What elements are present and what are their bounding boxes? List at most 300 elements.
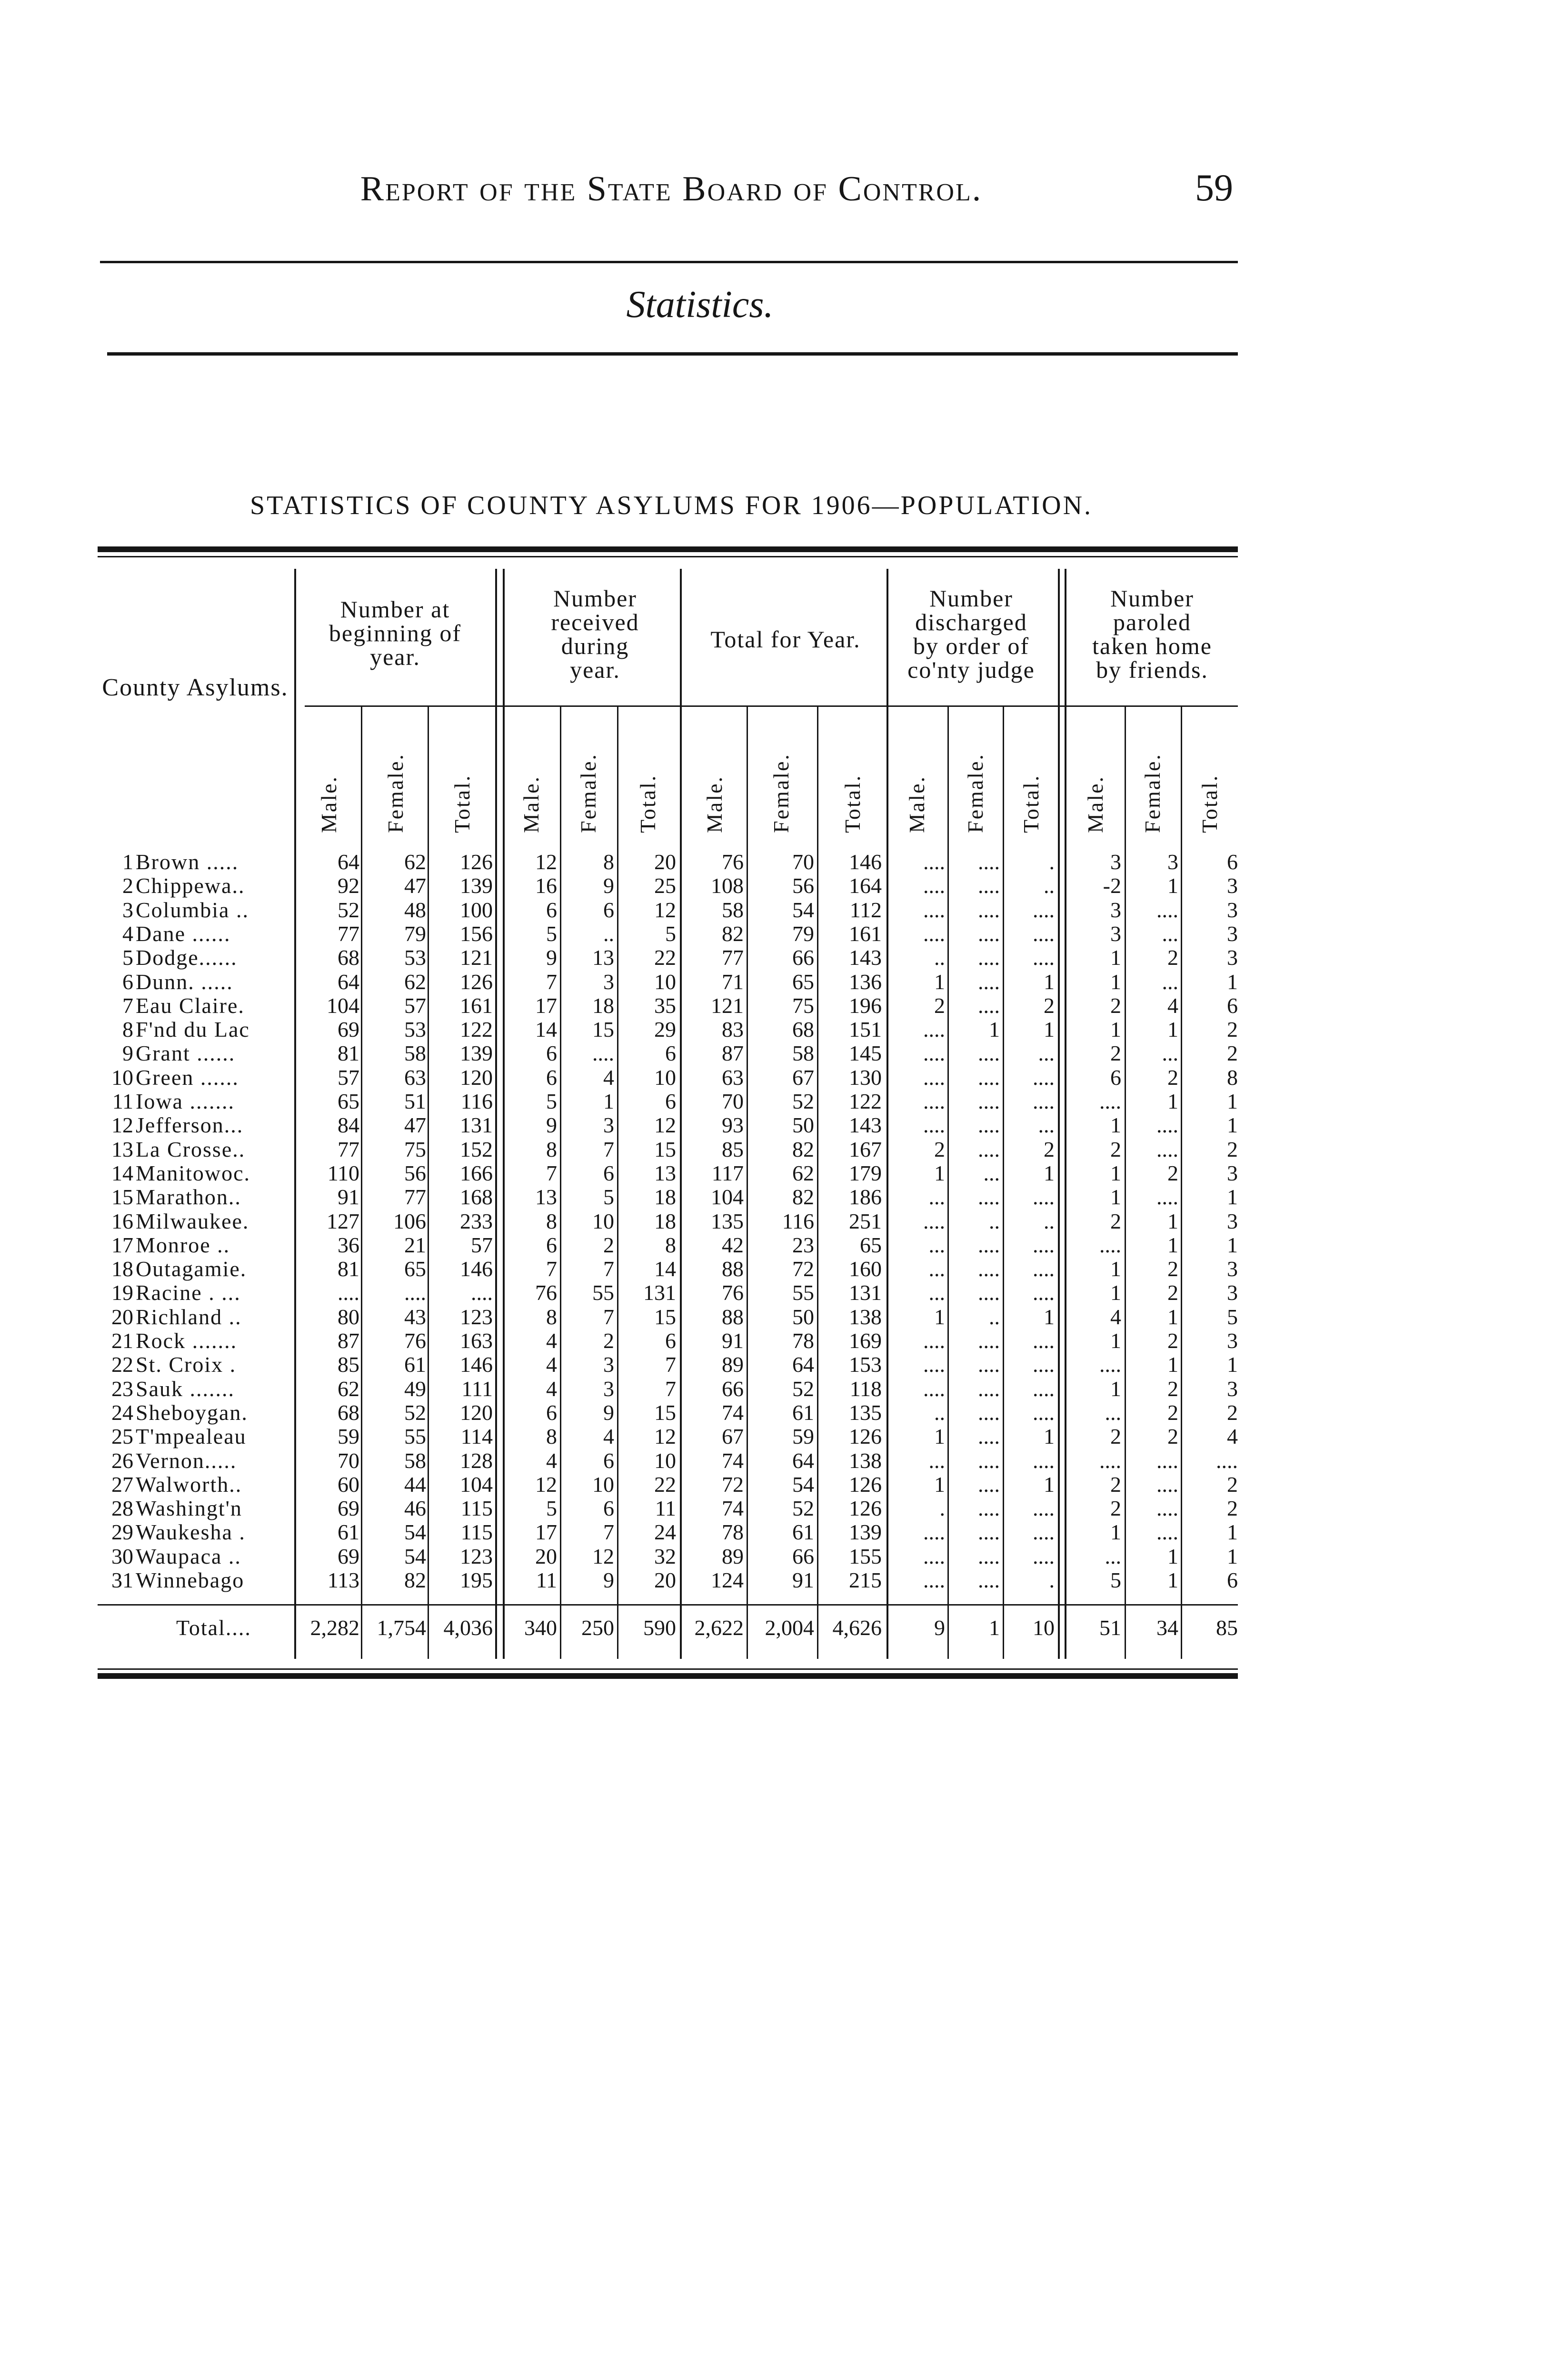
table-row xyxy=(0,1089,1554,1114)
table-cell: 58 xyxy=(404,1041,426,1066)
table-cell: .... xyxy=(1033,1400,1055,1425)
table-cell: ... xyxy=(983,1160,1000,1185)
sub-column-header: Total. xyxy=(636,774,660,833)
table-cell: 138 xyxy=(849,1304,882,1329)
table-cell: .... xyxy=(923,1376,945,1401)
table-cell: ... xyxy=(928,1257,945,1281)
table-cell: 62 xyxy=(792,1160,814,1185)
table-cell: ... xyxy=(928,1280,945,1305)
table-cell: 64 xyxy=(792,1448,814,1473)
sub-column-header: Male. xyxy=(1083,775,1107,833)
table-cell: 1 xyxy=(1167,1089,1178,1113)
table-cell: .... xyxy=(1156,897,1178,922)
table-row xyxy=(0,1329,1554,1353)
table-cell: .... xyxy=(923,1089,945,1113)
table-cell: 6 xyxy=(603,1160,614,1185)
table-cell: 62 xyxy=(338,1376,359,1401)
table-cell: .... xyxy=(1033,945,1055,970)
table-cell: 57 xyxy=(404,993,426,1018)
table-cell: .... xyxy=(923,873,945,898)
table-cell: 76 xyxy=(404,1329,426,1353)
table-cell: .... xyxy=(978,1424,1000,1449)
table-cell: 77 xyxy=(338,921,359,946)
table-cell: 18 xyxy=(654,1209,676,1233)
table-cell: 1 xyxy=(1227,1232,1238,1257)
table-cell: 126 xyxy=(460,969,493,994)
table-cell: 143 xyxy=(849,945,882,970)
stub-header: County Asylums. xyxy=(102,674,289,701)
table-cell: .... xyxy=(923,1209,945,1233)
table-cell: .. xyxy=(989,1209,1000,1233)
table-cell: 59 xyxy=(792,1424,814,1449)
table-cell: 82 xyxy=(792,1185,814,1210)
table-cell: 24 xyxy=(654,1520,676,1545)
row-number: 13 xyxy=(111,1137,133,1161)
sub-column-header: Female. xyxy=(963,753,987,833)
table-cell: 20 xyxy=(535,1544,557,1568)
county-name: Iowa ....... xyxy=(136,1089,235,1113)
table-cell: 120 xyxy=(460,1400,493,1425)
table-row xyxy=(0,1544,1554,1569)
row-number: 4 xyxy=(122,921,133,946)
table-cell: 164 xyxy=(849,873,882,898)
county-name: Outagamie. xyxy=(136,1257,247,1281)
table-cell: 91 xyxy=(792,1568,814,1592)
table-cell: 6 xyxy=(1110,1065,1121,1090)
table-cell: ... xyxy=(1105,1400,1121,1425)
table-cell: 55 xyxy=(592,1280,614,1305)
table-cell: 13 xyxy=(592,945,614,970)
table-cell: 20 xyxy=(654,1568,676,1592)
group-header-line: Number at xyxy=(340,596,450,623)
table-cell: .. xyxy=(603,921,614,946)
table-row xyxy=(0,1448,1554,1473)
table-cell: 2 xyxy=(1227,1496,1238,1521)
table-cell: 3 xyxy=(1227,1329,1238,1353)
table-cell: 1 xyxy=(1110,1257,1121,1281)
table-row xyxy=(0,1377,1554,1401)
table-cell: 15 xyxy=(654,1304,676,1329)
table-cell: .... xyxy=(1033,1232,1055,1257)
table-cell: 3 xyxy=(1227,1280,1238,1305)
table-cell: 3 xyxy=(1227,1209,1238,1233)
group-header-underline xyxy=(305,705,1238,707)
table-cell: 12 xyxy=(592,1544,614,1568)
table-cell: .... xyxy=(978,921,1000,946)
table-cell: 6 xyxy=(546,1400,557,1425)
table-cell: 2 xyxy=(1167,1065,1178,1090)
county-name: Manitowoc. xyxy=(136,1160,251,1185)
table-cell: 1 xyxy=(1167,1232,1178,1257)
table-cell: 74 xyxy=(722,1448,744,1473)
table-cell: 32 xyxy=(654,1544,676,1568)
table-cell: 12 xyxy=(535,1472,557,1497)
row-number: 6 xyxy=(122,969,133,994)
table-cell: 87 xyxy=(338,1329,359,1353)
table-cell: 161 xyxy=(849,921,882,946)
table-cell: 65 xyxy=(404,1257,426,1281)
table-cell: 126 xyxy=(849,1496,882,1521)
table-cell: 114 xyxy=(460,1424,493,1449)
table-cell: 48 xyxy=(404,897,426,922)
table-cell: 14 xyxy=(654,1257,676,1281)
table-cell: 8 xyxy=(1227,1065,1238,1090)
table-cell: 2 xyxy=(1110,993,1121,1018)
table-cell: 1 xyxy=(1167,1352,1178,1377)
table-row xyxy=(0,1424,1554,1449)
table-cell: 5 xyxy=(1227,1304,1238,1329)
table-cell: 62 xyxy=(404,850,426,874)
table-cell: 1 xyxy=(1167,1568,1178,1592)
table-cell: 1 xyxy=(1227,1520,1238,1545)
table-cell: 65 xyxy=(792,969,814,994)
county-name: Brown ..... xyxy=(136,850,239,874)
table-cell: 3 xyxy=(1227,921,1238,946)
table-cell: 10 xyxy=(592,1209,614,1233)
table-cell: 58 xyxy=(404,1448,426,1473)
table-cell: 18 xyxy=(654,1185,676,1210)
table-cell: 9 xyxy=(603,873,614,898)
table-cell: .... xyxy=(1099,1089,1121,1113)
table-cell: 76 xyxy=(722,1280,744,1305)
county-name: Racine . ... xyxy=(136,1280,241,1305)
county-name: Washingt'n xyxy=(136,1496,242,1521)
table-cell: 179 xyxy=(849,1160,882,1185)
table-cell: 63 xyxy=(722,1065,744,1090)
table-cell: .... xyxy=(1216,1448,1238,1473)
table-cell: 1 xyxy=(1227,1544,1238,1568)
table-cell: 25 xyxy=(654,873,676,898)
table-cell: 2 xyxy=(934,1137,945,1161)
table-cell: 1 xyxy=(934,1304,945,1329)
table-cell: .... xyxy=(471,1280,493,1305)
table-cell: 110 xyxy=(327,1160,359,1185)
table-cell: 6 xyxy=(603,1448,614,1473)
table-row xyxy=(0,1041,1554,1066)
table-cell: 53 xyxy=(404,1017,426,1042)
table-cell: 131 xyxy=(643,1280,676,1305)
table-cell: 143 xyxy=(849,1113,882,1138)
table-cell: 10 xyxy=(654,1448,676,1473)
table-cell: 20 xyxy=(654,850,676,874)
table-cell: 52 xyxy=(338,897,359,922)
table-cell: 1 xyxy=(1110,945,1121,970)
table-cell: 115 xyxy=(460,1520,493,1545)
table-cell: 251 xyxy=(849,1209,882,1233)
table-cell: .... xyxy=(978,1400,1000,1425)
table-cell: 13 xyxy=(654,1160,676,1185)
table-cell: 2 xyxy=(603,1329,614,1353)
table-cell: .... xyxy=(978,1544,1000,1568)
table-cell: 56 xyxy=(404,1160,426,1185)
table-bottom-rule-thick xyxy=(98,1673,1238,1679)
table-cell: 3 xyxy=(1227,897,1238,922)
table-cell: ... xyxy=(928,1185,945,1210)
table-cell: .... xyxy=(978,1568,1000,1592)
table-cell: 136 xyxy=(849,969,882,994)
table-cell: 72 xyxy=(792,1257,814,1281)
sub-column-header: Male. xyxy=(317,775,341,833)
total-cell: 1,754 xyxy=(377,1616,426,1640)
table-cell: 74 xyxy=(722,1496,744,1521)
table-cell: 91 xyxy=(338,1185,359,1210)
table-cell: 92 xyxy=(338,873,359,898)
table-cell: 70 xyxy=(722,1089,744,1113)
table-cell: 1 xyxy=(1044,1472,1055,1497)
table-cell: 85 xyxy=(338,1352,359,1377)
table-cell: 70 xyxy=(338,1448,359,1473)
table-cell: 146 xyxy=(460,1257,493,1281)
row-number: 28 xyxy=(111,1496,133,1521)
table-cell: 5 xyxy=(1110,1568,1121,1592)
table-cell: ... xyxy=(928,1232,945,1257)
county-name: Sheboygan. xyxy=(136,1400,248,1425)
table-cell: 9 xyxy=(603,1400,614,1425)
table-cell: 64 xyxy=(338,850,359,874)
table-cell: 127 xyxy=(327,1209,359,1233)
table-cell: .... xyxy=(923,850,945,874)
table-cell: 22 xyxy=(654,1472,676,1497)
row-number: 30 xyxy=(111,1544,133,1568)
table-cell: 121 xyxy=(460,945,493,970)
county-name: Marathon.. xyxy=(136,1185,241,1210)
table-cell: 69 xyxy=(338,1017,359,1042)
table-cell: 68 xyxy=(792,1017,814,1042)
table-title: STATISTICS OF COUNTY ASYLUMS FOR 1906—POPULATION. xyxy=(249,491,1093,520)
table-cell: ... xyxy=(1038,1041,1055,1066)
row-number: 17 xyxy=(111,1232,133,1257)
table-cell: 79 xyxy=(404,921,426,946)
table-cell: .... xyxy=(978,1232,1000,1257)
table-cell: 6 xyxy=(1227,850,1238,874)
total-cell: 34 xyxy=(1156,1616,1178,1640)
table-cell: 215 xyxy=(849,1568,882,1592)
table-cell: 61 xyxy=(792,1520,814,1545)
table-cell: .... xyxy=(1099,1448,1121,1473)
sub-column-header: Male. xyxy=(519,775,543,833)
table-cell: .... xyxy=(1156,1472,1178,1497)
row-number: 21 xyxy=(111,1329,133,1353)
table-cell: 3 xyxy=(603,1352,614,1377)
table-cell: 78 xyxy=(722,1520,744,1545)
table-cell: 51 xyxy=(404,1089,426,1113)
table-cell: 2 xyxy=(1227,1400,1238,1425)
table-cell: 50 xyxy=(792,1304,814,1329)
table-cell: 16 xyxy=(535,873,557,898)
group-header-line: by order of xyxy=(913,633,1030,659)
row-number: 25 xyxy=(111,1424,133,1449)
table-cell: 3 xyxy=(1227,1160,1238,1185)
table-cell: 3 xyxy=(603,969,614,994)
table-cell: 3 xyxy=(1227,873,1238,898)
county-name: Columbia .. xyxy=(136,897,249,922)
county-name: Chippewa.. xyxy=(136,873,245,898)
table-cell: 152 xyxy=(460,1137,493,1161)
table-cell: 4 xyxy=(1110,1304,1121,1329)
table-cell: 2 xyxy=(1044,1137,1055,1161)
table-cell: 17 xyxy=(535,1520,557,1545)
table-cell: .... xyxy=(923,921,945,946)
table-cell: 2 xyxy=(1227,1137,1238,1161)
table-cell: ... xyxy=(1162,1041,1178,1066)
table-cell: 65 xyxy=(338,1089,359,1113)
table-cell: 7 xyxy=(603,1304,614,1329)
table-cell: 161 xyxy=(460,993,493,1018)
table-cell: 80 xyxy=(338,1304,359,1329)
table-row xyxy=(0,1065,1554,1090)
table-cell: 126 xyxy=(849,1424,882,1449)
table-cell: .... xyxy=(978,897,1000,922)
table-cell: 81 xyxy=(338,1257,359,1281)
group-header-total-year xyxy=(686,627,886,651)
table-cell: .... xyxy=(1156,1496,1178,1521)
group-header-line: Total for Year. xyxy=(710,626,861,653)
table-cell: 2 xyxy=(1167,1160,1178,1185)
table-cell: 111 xyxy=(461,1376,493,1401)
county-name: Dunn. ..... xyxy=(136,969,233,994)
table-cell: .... xyxy=(923,1520,945,1545)
table-cell: 104 xyxy=(711,1185,744,1210)
table-cell: 66 xyxy=(792,945,814,970)
row-number: 12 xyxy=(111,1113,133,1138)
table-cell: 79 xyxy=(792,921,814,946)
table-cell: 12 xyxy=(654,1113,676,1138)
table-cell: 116 xyxy=(460,1089,493,1113)
table-cell: 47 xyxy=(404,1113,426,1138)
table-top-rule-thin xyxy=(98,556,1238,557)
table-cell: 4 xyxy=(546,1376,557,1401)
table-cell: 55 xyxy=(404,1424,426,1449)
table-cell: 59 xyxy=(338,1424,359,1449)
table-cell: 122 xyxy=(460,1017,493,1042)
sub-column-header: Male. xyxy=(905,775,929,833)
table-row xyxy=(0,1113,1554,1138)
row-number: 19 xyxy=(111,1280,133,1305)
table-cell: 8 xyxy=(603,850,614,874)
row-number: 9 xyxy=(122,1041,133,1066)
table-cell: 75 xyxy=(404,1137,426,1161)
table-cell: 2 xyxy=(1110,1209,1121,1233)
table-cell: .... xyxy=(1033,1257,1055,1281)
table-cell: .... xyxy=(978,969,1000,994)
table-cell: .... xyxy=(1099,1352,1121,1377)
table-cell: 1 xyxy=(1167,873,1178,898)
table-row xyxy=(0,1257,1554,1281)
table-cell: 112 xyxy=(849,897,882,922)
total-cell: 4,036 xyxy=(443,1616,493,1640)
table-bottom-rule xyxy=(98,1668,1238,1670)
group-header-line: Number xyxy=(929,585,1013,612)
table-cell: 116 xyxy=(782,1209,814,1233)
table-cell: 22 xyxy=(654,945,676,970)
county-name: Winnebago xyxy=(136,1568,245,1592)
table-cell: 12 xyxy=(654,897,676,922)
table-cell: 122 xyxy=(849,1089,882,1113)
table-cell: 146 xyxy=(460,1352,493,1377)
table-cell: 131 xyxy=(849,1280,882,1305)
row-number: 23 xyxy=(111,1376,133,1401)
total-cell: 2,282 xyxy=(310,1616,359,1640)
table-cell: 18 xyxy=(592,993,614,1018)
totals-label: Total.... xyxy=(176,1616,251,1640)
table-row xyxy=(0,1280,1554,1305)
total-cell: 2,004 xyxy=(765,1616,814,1640)
table-cell: 120 xyxy=(460,1065,493,1090)
table-cell: 42 xyxy=(722,1232,744,1257)
table-cell: 139 xyxy=(460,1041,493,1066)
table-row xyxy=(0,1137,1554,1162)
table-cell: 167 xyxy=(849,1137,882,1161)
table-cell: . xyxy=(1049,1568,1055,1592)
table-cell: 139 xyxy=(849,1520,882,1545)
table-cell: 8 xyxy=(546,1304,557,1329)
total-cell: 85 xyxy=(1216,1616,1238,1640)
table-row xyxy=(0,1161,1554,1186)
row-number: 31 xyxy=(111,1568,133,1592)
group-header-paroled xyxy=(1066,586,1238,682)
table-cell: 2 xyxy=(1110,1041,1121,1066)
table-cell: 7 xyxy=(546,1160,557,1185)
table-cell: 82 xyxy=(792,1137,814,1161)
table-cell: 5 xyxy=(603,1185,614,1210)
table-cell: 115 xyxy=(460,1496,493,1521)
row-number: 24 xyxy=(111,1400,133,1425)
table-cell: .... xyxy=(923,1352,945,1377)
row-number: 7 xyxy=(122,993,133,1018)
table-cell: 71 xyxy=(722,969,744,994)
table-cell: .... xyxy=(978,1496,1000,1521)
table-cell: 52 xyxy=(404,1400,426,1425)
group-header-line: discharged xyxy=(915,609,1027,635)
table-cell: 2 xyxy=(1110,1472,1121,1497)
table-cell: 88 xyxy=(722,1304,744,1329)
table-cell: 108 xyxy=(711,873,744,898)
table-cell: 1 xyxy=(1110,1280,1121,1305)
table-cell: ... xyxy=(1162,921,1178,946)
table-cell: 9 xyxy=(546,945,557,970)
table-cell: 78 xyxy=(792,1329,814,1353)
row-number: 27 xyxy=(111,1472,133,1497)
group-header-line: received xyxy=(551,609,639,635)
table-cell: 44 xyxy=(404,1472,426,1497)
table-row xyxy=(0,1233,1554,1258)
table-cell: 15 xyxy=(654,1137,676,1161)
group-header-beginning xyxy=(295,597,495,669)
table-cell: 2 xyxy=(1110,1137,1121,1161)
table-cell: 1 xyxy=(1044,1017,1055,1042)
table-cell: 4 xyxy=(546,1352,557,1377)
table-cell: ... xyxy=(1038,1113,1055,1138)
county-name: T'mpealeau xyxy=(136,1424,247,1449)
total-cell: 51 xyxy=(1099,1616,1121,1640)
table-cell: 3 xyxy=(1227,1376,1238,1401)
table-cell: 54 xyxy=(792,897,814,922)
table-cell: 113 xyxy=(327,1568,359,1592)
table-cell: 2 xyxy=(1167,1376,1178,1401)
table-cell: .... xyxy=(978,1472,1000,1497)
table-cell: 2 xyxy=(1167,945,1178,970)
table-cell: 6 xyxy=(1227,1568,1238,1592)
row-number: 16 xyxy=(111,1209,133,1233)
table-cell: 1 xyxy=(1167,1544,1178,1568)
table-cell: 8 xyxy=(546,1137,557,1161)
table-cell: 10 xyxy=(592,1472,614,1497)
county-name: Rock ....... xyxy=(136,1329,238,1353)
table-cell: 1 xyxy=(989,1017,1000,1042)
table-cell: 135 xyxy=(711,1209,744,1233)
table-cell: 130 xyxy=(849,1065,882,1090)
table-cell: .... xyxy=(338,1280,359,1305)
